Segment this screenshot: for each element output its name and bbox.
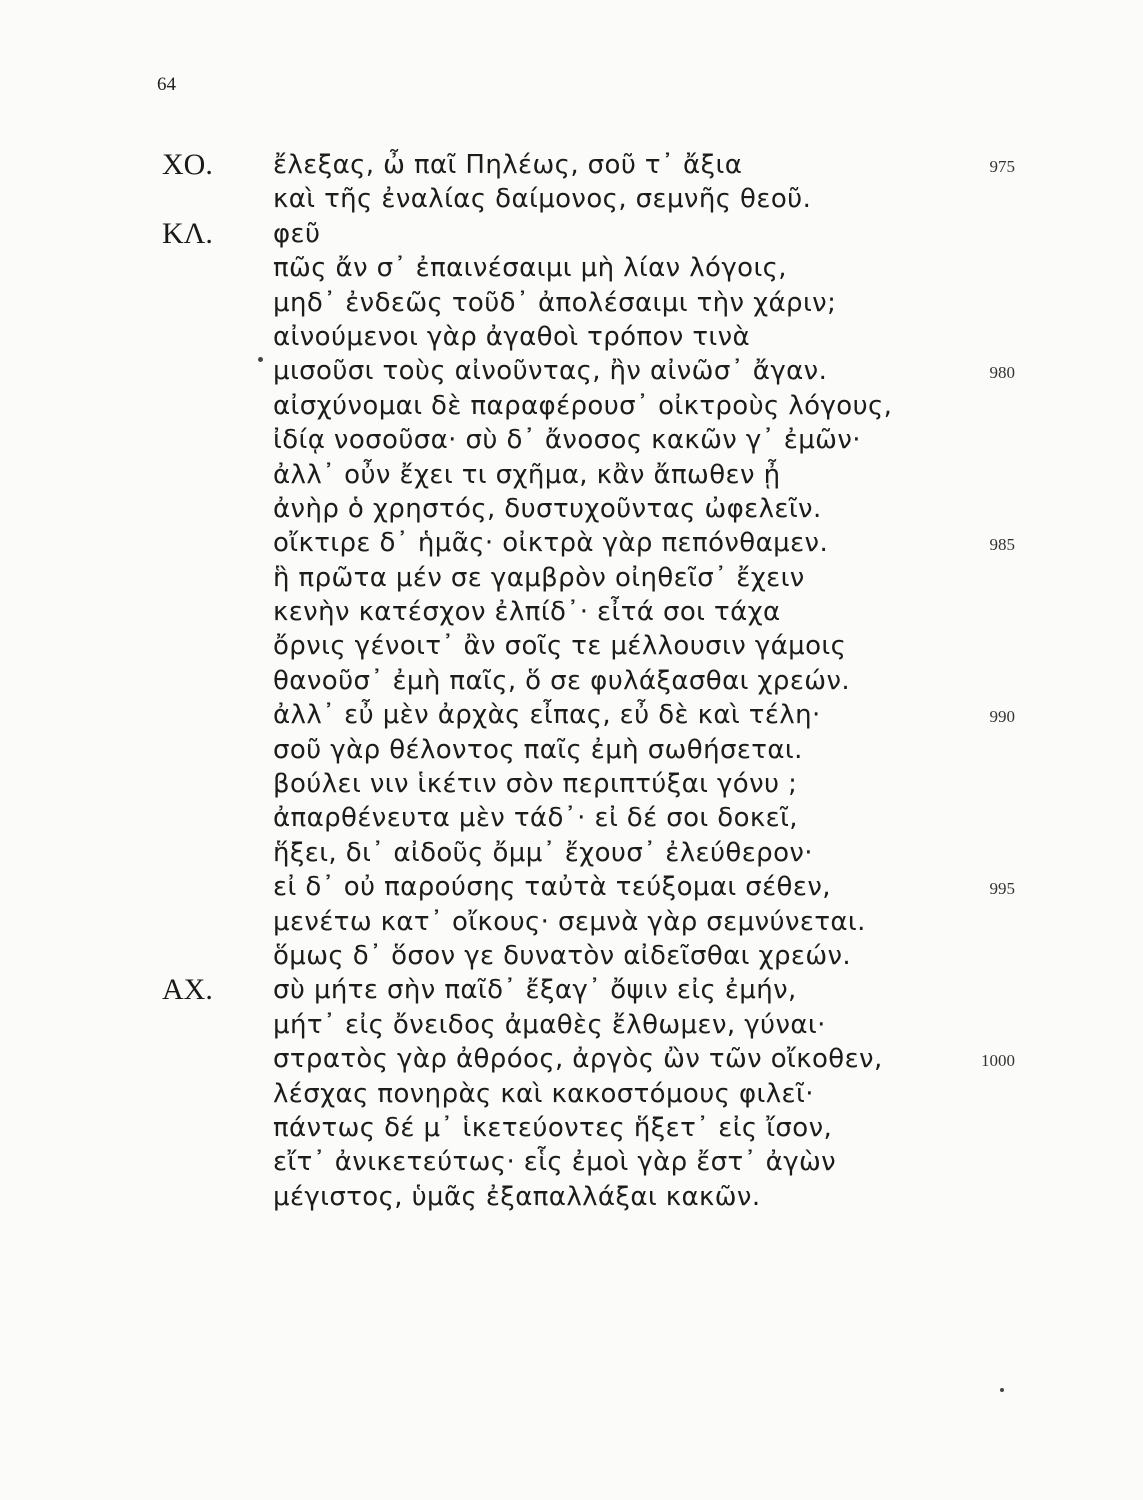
verse-line xyxy=(0,561,1143,595)
verse-line xyxy=(0,354,1143,388)
verse-text: εἰ δ᾽ οὐ παρούσης ταὐτὰ τεύξομαι σέθεν, xyxy=(273,872,831,903)
verse-text: βούλει νιν ἱκέτιν σὸν περιπτύξαι γόνυ ; xyxy=(273,769,798,800)
line-number: 980 xyxy=(989,363,1015,383)
verse-text: μέγιστος, ὑμᾶς ἐξαπαλλάξαι κακῶν. xyxy=(273,1181,761,1212)
verse-block xyxy=(0,148,1143,1214)
verse-line xyxy=(0,1111,1143,1145)
verse-line xyxy=(0,836,1143,870)
verse-text: ἥξει, δι᾽ αἰδοῦς ὄμμ᾽ ἔχουσ᾽ ἐλεύθερον· xyxy=(273,837,813,868)
verse-line xyxy=(0,664,1143,698)
verse-line xyxy=(0,1042,1143,1076)
line-number: 1000 xyxy=(981,1051,1015,1071)
verse-line xyxy=(0,698,1143,732)
verse-line xyxy=(0,767,1143,801)
verse-line xyxy=(0,217,1143,251)
verse-text: οἴκτιρε δ᾽ ἡμᾶς· οἰκτρὰ γὰρ πεπόνθαμεν. xyxy=(273,528,829,559)
verse-line xyxy=(0,492,1143,526)
verse-text: μενέτω κατ᾽ οἴκους· σεμνὰ γὰρ σεμνύνεται. xyxy=(273,906,866,937)
verse-text: κενὴν κατέσχον ἐλπίδ᾽· εἶτά σοι τάχα xyxy=(273,597,781,628)
verse-text: πάντως δέ μ᾽ ἱκετεύοντες ἥξετ᾽ εἰς ἴσον, xyxy=(273,1112,833,1143)
verse-text: ἀλλ᾽ εὖ μὲν ἀρχὰς εἶπας, εὖ δὲ καὶ τέλη· xyxy=(273,700,821,731)
verse-line xyxy=(0,905,1143,939)
verse-text: στρατὸς γὰρ ἀθρόος, ἀργὸς ὢν τῶν οἴκοθεν, xyxy=(273,1044,883,1075)
verse-line xyxy=(0,320,1143,354)
verse-line xyxy=(0,973,1143,1007)
verse-text: ἀλλ᾽ οὖν ἔχει τι σχῆμα, κἂν ἄπωθεν ᾖ xyxy=(273,459,781,490)
verse-line xyxy=(0,286,1143,320)
verse-text: ἀνὴρ ὁ χρηστός, δυστυχοῦντας ὠφελεῖν. xyxy=(273,493,822,524)
verse-text: σὺ μήτε σὴν παῖδ᾽ ἔξαγ᾽ ὄψιν εἰς ἐμήν, xyxy=(273,975,797,1006)
verse-text: ὄρνις γένοιτ᾽ ἂν σοῖς τε μέλλουσιν γάμοις xyxy=(273,631,847,662)
verse-line xyxy=(0,148,1143,182)
line-number: 985 xyxy=(989,535,1015,555)
verse-text: ἀπαρθένευτα μὲν τάδ᾽· εἰ δέ σοι δοκεῖ, xyxy=(273,803,798,834)
page-number: 64 xyxy=(157,74,176,95)
line-number: 995 xyxy=(989,879,1015,899)
verse-line xyxy=(0,1180,1143,1214)
verse-line xyxy=(0,1077,1143,1111)
verse-line xyxy=(0,458,1143,492)
line-number: 975 xyxy=(989,157,1015,176)
verse-line xyxy=(0,389,1143,423)
verse-line xyxy=(0,801,1143,835)
speaker-label: ΚΛ. xyxy=(162,216,213,250)
ink-speck xyxy=(258,357,263,362)
verse-line xyxy=(0,939,1143,973)
verse-line xyxy=(0,526,1143,560)
verse-text: μήτ᾽ εἰς ὄνειδος ἀμαθὲς ἔλθωμεν, γύναι· xyxy=(273,1009,826,1040)
verse-text: αἰνούμενοι γὰρ ἀγαθοὶ τρόπον τινὰ xyxy=(273,321,751,352)
verse-line xyxy=(0,1008,1143,1042)
verse-line xyxy=(0,870,1143,904)
ink-speck xyxy=(1000,1388,1004,1392)
verse-text: μηδ᾽ ἐνδεῶς τοῦδ᾽ ἀπολέσαιμι τὴν χάριν; xyxy=(273,287,837,318)
verse-line xyxy=(0,733,1143,767)
verse-line xyxy=(0,629,1143,663)
speaker-label: ΑΧ. xyxy=(162,973,213,1007)
verse-line xyxy=(0,1145,1143,1179)
verse-text: αἰσχύνομαι δὲ παραφέρουσ᾽ οἰκτροὺς λόγους, xyxy=(273,390,893,421)
verse-line xyxy=(0,595,1143,629)
speaker-label: ΧΟ. xyxy=(162,148,213,181)
line-number: 990 xyxy=(989,707,1015,727)
verse-line xyxy=(0,423,1143,457)
verse-text: καὶ τῆς ἐναλίας δαίμονος, σεμνῆς θεοῦ. xyxy=(273,184,812,215)
verse-text: φεῦ xyxy=(273,218,321,249)
verse-text: μισοῦσι τοὺς αἰνοῦντας, ἢν αἰνῶσ᾽ ἄγαν. xyxy=(273,356,828,387)
verse-text: ἔλεξας, ὦ παῖ Πηλέως, σοῦ τ᾽ ἄξια xyxy=(273,150,743,180)
verse-text: ὅμως δ᾽ ὅσον γε δυνατὸν αἰδεῖσθαι χρεών. xyxy=(273,940,852,971)
verse-text: ἣ πρῶτα μέν σε γαμβρὸν οἰηθεῖσ᾽ ἔχειν xyxy=(273,562,805,593)
verse-text: λέσχας πονηρὰς καὶ κακοστόμους φιλεῖ· xyxy=(273,1078,814,1109)
verse-line xyxy=(0,251,1143,285)
verse-text: εἴτ᾽ ἀνικετεύτως· εἷς ἐμοὶ γὰρ ἔστ᾽ ἀγὼν xyxy=(273,1147,837,1178)
verse-text: ἰδίᾳ νοσοῦσα· σὺ δ᾽ ἄνοσος κακῶν γ᾽ ἐμῶν· xyxy=(273,425,861,456)
verse-line xyxy=(0,182,1143,216)
verse-text: πῶς ἄν σ᾽ ἐπαινέσαιμι μὴ λίαν λόγοις, xyxy=(273,253,787,284)
verse-text: σοῦ γὰρ θέλοντος παῖς ἐμὴ σωθήσεται. xyxy=(273,734,803,765)
verse-text: θανοῦσ᾽ ἐμὴ παῖς, ὅ σε φυλάξασθαι χρεών. xyxy=(273,665,851,696)
